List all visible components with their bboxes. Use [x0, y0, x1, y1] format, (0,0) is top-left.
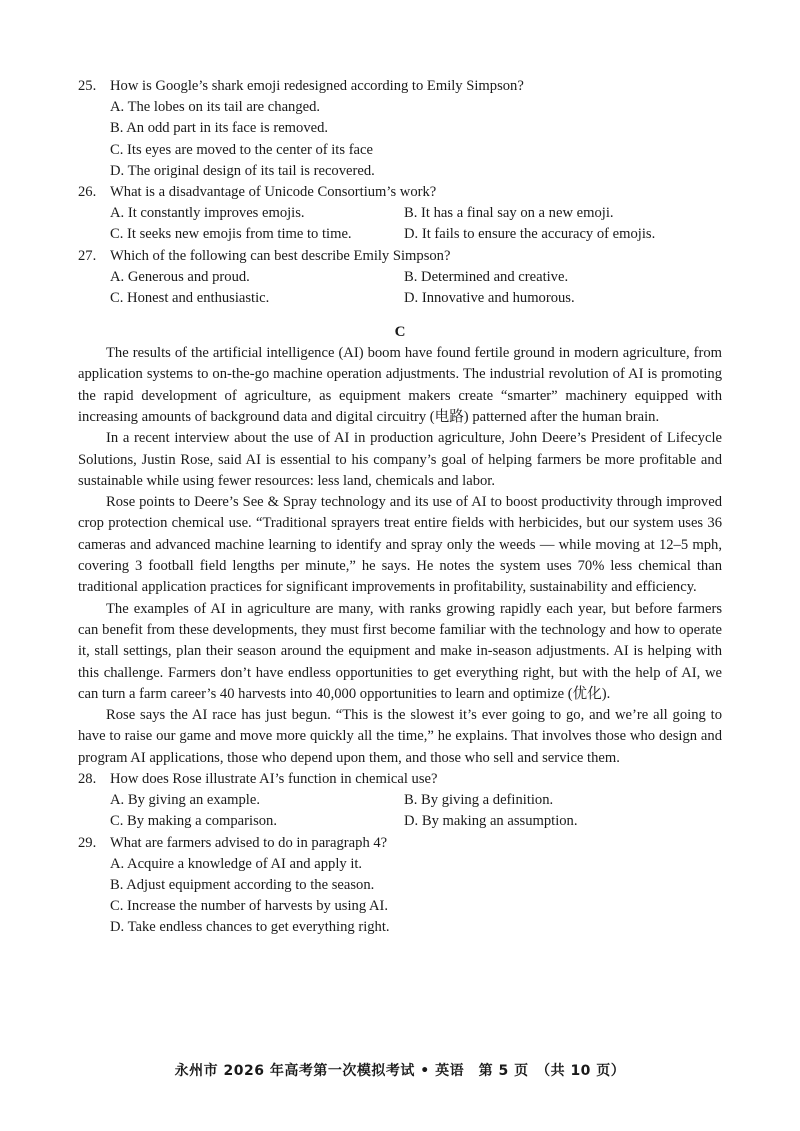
option-a: A. Generous and proud.	[110, 268, 250, 285]
question-number: 28.	[78, 771, 97, 787]
passage-paragraph-5: Rose says the AI race has just begun. “This is the slowest it’s ever going to go, and we’re all going to have to raise our game and move more quickly all the time,” he explains. That involves those who design and program AI applications, those who depend upon them, and those who sell and service them.	[78, 707, 722, 766]
passage-paragraph-2: In a recent interview about the use of AI in production agriculture, John Deere’s President of Lifecycle Solutions, Justin Rose, said AI is essential to his company’s goal of helping farmers be more profitable and sustainable while using fewer resources: less land, chemicals and labor.	[78, 430, 722, 489]
question-stem: What is a disadvantage of Unicode Consortium’s work?	[110, 183, 437, 200]
option-d: D. By making an assumption.	[404, 813, 578, 830]
option-a: A. The lobes on its tail are changed.	[110, 99, 321, 116]
option-c: C. It seeks new emojis from time to time.	[110, 226, 352, 243]
option-b: B. Determined and creative.	[404, 268, 569, 285]
option-c: C. By making a comparison.	[110, 813, 277, 830]
option-d: D. It fails to ensure the accuracy of emojis.	[404, 226, 656, 243]
option-d: D. Take endless chances to get everything right.	[110, 919, 390, 936]
question-27	[78, 246, 722, 310]
question-number: 29.	[78, 834, 97, 851]
passage-paragraph-3: Rose points to Deere’s See & Spray technology and its use of AI to boost productivity through improved crop protection chemical use. “Traditional sprayers treat entire fields with herbicides, but our system uses 36 cameras and advanced machine learning to identify and spray only the weeds — while moving at 12–5 mph, covering 3 football field lengths per minute,” he says. He notes the system uses 70% less chemical than traditional application practices for significant improvements in profitability, sustainability and efficiency.	[78, 494, 722, 596]
question-stem: Which of the following can best describe Emily Simpson?	[110, 247, 451, 264]
passage-paragraph-4: The examples of AI in agriculture are many, with ranks growing rapidly each year, but before farmers can benefit from these developments, they must first become familiar with the technology and how to operate it, stall settings, plan their season around the equipment and make in-season adjustments. AI is helping with this challenge. Farmers don’t have endless opportunities to get everything right, but with the help of AI, we can turn a farm career’s 40 harvests into 40,000 opportunities to learn and optimize (优化).	[78, 600, 722, 702]
question-26	[78, 182, 722, 246]
question-29	[78, 833, 722, 939]
option-a: A. By giving an example.	[110, 792, 260, 809]
option-c: C. Honest and enthusiastic.	[110, 289, 270, 306]
page-footer: 永州市 2026 年高考第一次模拟考试 • 英语 第 5 页 （共 10 页）	[174, 1063, 626, 1079]
option-b: B. Adjust equipment according to the season.	[110, 876, 375, 893]
option-b: B. By giving a definition.	[404, 792, 554, 809]
option-b: B. It has a final say on a new emoji.	[404, 205, 614, 222]
question-25	[78, 76, 722, 182]
question-stem: How is Google’s shark emoji redesigned according to Emily Simpson?	[110, 78, 524, 94]
option-b: B. An odd part in its face is removed.	[110, 120, 329, 137]
option-a: A. It constantly improves emojis.	[110, 205, 305, 222]
exam-page	[78, 76, 722, 939]
question-number: 25.	[78, 78, 97, 94]
question-number: 27.	[78, 247, 97, 264]
passage-paragraph-1: The results of the artificial intelligence (AI) boom have found fertile ground in modern agriculture, from application systems to on-the-go machine operation adjustments. The industrial revolution of AI is promoting the rapid development of agriculture, as equipment makers create “smarter” machinery equipped with increasing amounts of background data and digital circuitry (电路) patterned after the human brain.	[78, 345, 722, 425]
option-c: C. Its eyes are moved to the center of its face	[110, 141, 373, 158]
question-28	[78, 769, 722, 833]
option-d: D. The original design of its tail is recovered.	[110, 162, 375, 179]
option-d: D. Innovative and humorous.	[404, 289, 575, 306]
option-a: A. Acquire a knowledge of AI and apply it.	[110, 855, 363, 872]
section-title: C	[394, 324, 406, 341]
option-c: C. Increase the number of harvests by using AI.	[110, 898, 389, 915]
question-stem: How does Rose illustrate AI’s function in chemical use?	[110, 771, 438, 787]
question-number: 26.	[78, 183, 97, 200]
question-stem: What are farmers advised to do in paragraph 4?	[110, 834, 388, 851]
